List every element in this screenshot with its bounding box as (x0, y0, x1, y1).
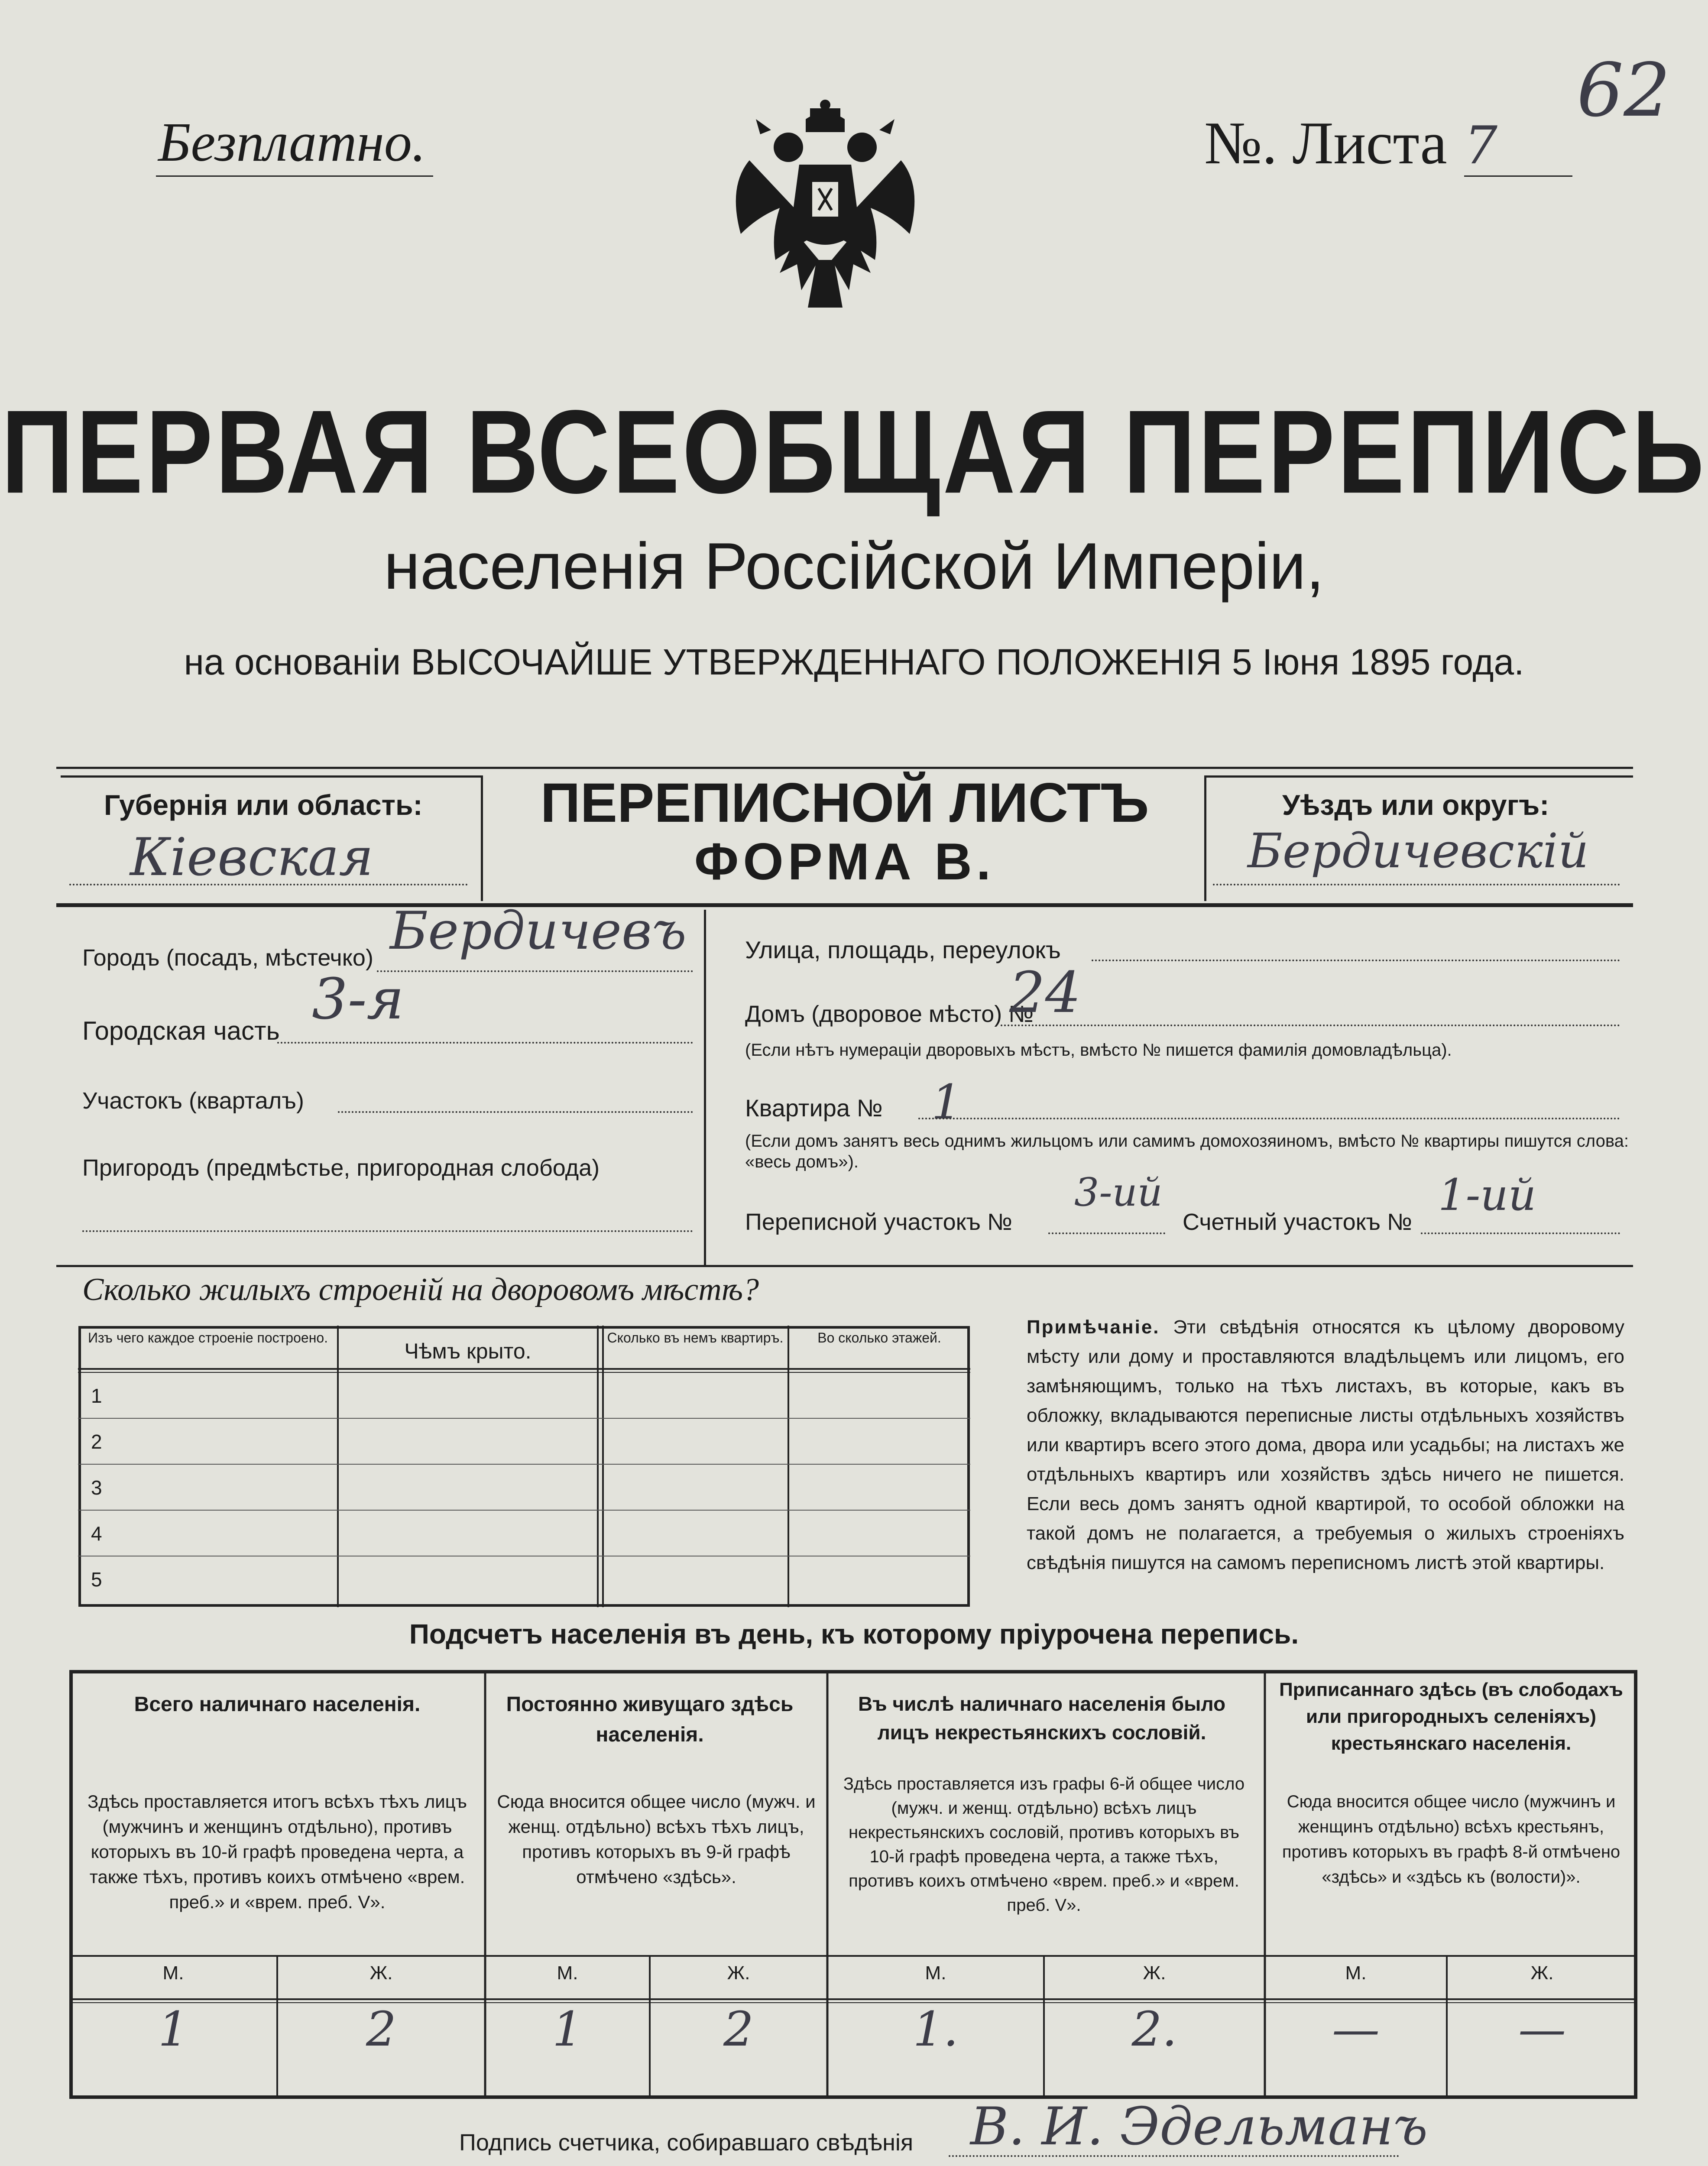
perepisnoi-label: Переписной участокъ № (745, 1209, 1012, 1235)
count-col3-m: М. (925, 1962, 946, 1984)
count-col4-m-value: — (1332, 2001, 1380, 2057)
form-title-line1: ПЕРЕПИСНОЙ ЛИСТЪ (540, 772, 1149, 834)
prigorod-dotline (82, 1230, 693, 1232)
buildings-row-3-num: 3 (91, 1476, 102, 1499)
buildings-note (1027, 1313, 1624, 1578)
buildings-row-1-num: 1 (91, 1385, 102, 1407)
count-col1-m-value: 1 (158, 2001, 188, 2057)
buildings-col2-head: Чѣмъ крыто. (404, 1339, 532, 1363)
kvartira-note: (Если домъ занятъ весь однимъ жильцомъ или самимъ домохозяиномъ, вмѣсто № квартиры пишутся слова: «весь домъ»). (745, 1132, 1629, 1171)
uchastok-label: Участокъ (кварталъ) (82, 1088, 304, 1114)
buildings-question: Сколько жилыхъ строеній на дворовомъ мѣстѣ? (82, 1272, 759, 1307)
schetnyi-dotline (1421, 1232, 1620, 1234)
gorod-hand: Бердичевъ (390, 901, 687, 961)
census-basis: на основаніи ВЫСОЧАЙШЕ УТВЕРЖДЕННАГО ПОЛОЖЕНІЯ 5 Іюня 1895 года. (184, 642, 1524, 682)
count-col2-body: Сюда вносится общее число (мужч. и женщ. отдѣльно) всѣхъ тѣхъ лицъ, противъ которыхъ въ 9-й графѣ отмѣчено «здѣсь». (497, 1791, 816, 1887)
count-col2-zh: Ж. (727, 1962, 750, 1984)
ulitsa-dotline (1092, 960, 1620, 961)
dom-note: (Если нѣтъ нумераціи дворовыхъ мѣстъ, вмѣсто № пишется фамилія домовладѣльца). (745, 1041, 1452, 1060)
chast-hand: 3-я (312, 966, 404, 1032)
gorod-dotline (377, 970, 693, 972)
gubernia-label: Губернія или область: (104, 789, 423, 821)
schetnyi-hand: 1-ий (1438, 1170, 1536, 1220)
uezd-dotline (1213, 884, 1620, 885)
count-col2-m: М. (557, 1962, 578, 1984)
sheet-number-underline (1464, 175, 1572, 177)
dom-dotline (1001, 1025, 1620, 1026)
count-col2-zh-value: 2 (723, 2001, 754, 2057)
address-divider (704, 910, 706, 1265)
gorod-label: Городъ (посадъ, мѣстечко) (82, 945, 373, 971)
buildings-table (78, 1326, 970, 1607)
buildings-col1-head: Изъ чего каждое строеніе построено. (88, 1330, 328, 1346)
count-col1-zh-value: 2 (366, 2001, 396, 2057)
count-col1-head: Всего наличнаго населенія. (134, 1693, 421, 1716)
buildings-note-text: Эти свѣдѣнія относятся къ цѣлому дворовому мѣсту или дому и проставляются владѣльцемъ или лицомъ, его замѣняющимъ, только на тѣхъ листахъ, въ которые, какъ въ обложку, вкладываются переписные листы отдѣльныхъ хозяйствъ или квартиръ всего этого дома, двора или усадьбы; на листахъ же отдѣльныхъ квартиръ или хозяйствъ здѣсь ничего не пишется. Если весь домъ занятъ одной квартирой, то особой обложки на такой домъ не полагается, а требуемыя о жилыхъ строеніяхъ свѣдѣнія пишутся на самомъ переписномъ листѣ этой квартиры. (1027, 1316, 1624, 1573)
sheet-number-label (1204, 108, 1497, 178)
count-col4-zh: Ж. (1530, 1962, 1554, 1984)
census-subtitle: населенія Россійской Имперіи, (383, 529, 1325, 603)
prigorod-label: Пригородъ (предмѣстье, пригородная слобода) (82, 1155, 600, 1181)
dom-hand: 24 (1009, 960, 1081, 1025)
free-label: Безплатно. (158, 111, 426, 173)
kvartira-dotline (918, 1118, 1620, 1119)
imperial-eagle-emblem (723, 100, 927, 325)
count-col2-m-value: 1 (552, 2001, 583, 2057)
count-col3-body: Здѣсь проставляется изъ графы 6-й общее число (мужч. и женщ. отдѣльно) всѣхъ лицъ некрестьянскихъ сословій, противъ которыхъ въ 10-й графѣ проведена черта, а также тѣхъ, противъ коихъ отмѣчено «врем. преб.» и «врем. преб. V». (843, 1774, 1245, 1915)
signature-hand: В. И. Эдельманъ (970, 2097, 1428, 2157)
count-col3-zh: Ж. (1143, 1962, 1166, 1984)
address-bottom-rule (56, 1265, 1633, 1267)
buildings-row-4-num: 4 (91, 1522, 102, 1545)
uchastok-dotline (338, 1111, 693, 1113)
form-title-line2: ФОРМА В. (694, 833, 995, 891)
sheet-number-hand: 7 (1464, 116, 1497, 176)
gubernia-hand: Кіевская (130, 827, 373, 888)
uezd-hand: Бердичевскій (1248, 823, 1589, 879)
signature-dotline (949, 2155, 1399, 2157)
ulitsa-label: Улица, площадь, переулокъ (745, 936, 1061, 963)
gubernia-dotline (69, 884, 468, 885)
count-col4-m: М. (1345, 1962, 1367, 1984)
count-col2-head: Постоянно живущаго здѣсь населенія. (506, 1693, 794, 1746)
buildings-row-5-num: 5 (91, 1568, 102, 1591)
count-col3-zh-value: 2. (1131, 2001, 1177, 2057)
buildings-row-2-num: 2 (91, 1430, 102, 1453)
free-label-underline (156, 175, 433, 177)
schetnyi-label: Счетный участокъ № (1183, 1209, 1412, 1235)
perepisnoi-hand: 3-ий (1074, 1170, 1163, 1215)
count-col3-m-value: 1. (913, 2001, 959, 2057)
count-col1-zh: Ж. (369, 1962, 393, 1984)
count-col4-body: Сюда вносится общее число (мужчинъ и женщинъ отдѣльно) всѣхъ крестьянъ, противъ которыхъ въ графѣ 8-й отмѣчено «здѣсь» и «здѣсь къ (волости)». (1282, 1792, 1620, 1887)
sheet-number-label-text: №. Листа (1204, 110, 1447, 177)
corner-page-number: 62 (1577, 48, 1671, 133)
count-col4-zh-value: — (1518, 2001, 1566, 2057)
uezd-label: Уѣздъ или округъ: (1282, 789, 1549, 821)
count-title: Подсчетъ населенія въ день, къ которому пріурочена перепись. (409, 1618, 1299, 1650)
count-col4-head: Приписаннаго здѣсь (въ слободахъ или пригородныхъ селеніяхъ) крестьянскаго населенія. (1279, 1679, 1623, 1754)
kvartira-hand: 1 (931, 1074, 962, 1130)
kvartira-label: Квартира № (745, 1094, 883, 1122)
signature-label: Подпись счетчика, собиравшаго свѣдѣнія (459, 2130, 914, 2156)
count-col1-body: Здѣсь проставляется итогъ всѣхъ тѣхъ лицъ (мужчинъ и женщинъ отдѣльно), противъ которыхъ въ 10-й графѣ проведена черта, а также тѣхъ, противъ коихъ отмѣчено «врем. преб.» и «врем. преб. V». (88, 1791, 467, 1912)
count-col3-head: Въ числѣ наличнаго населенія было лицъ некрестьянскихъ сословій. (858, 1693, 1226, 1744)
dom-label: Домъ (дворовое мѣсто) № (745, 1001, 1034, 1027)
buildings-note-lead: Примѣчаніе. (1027, 1316, 1160, 1338)
buildings-col4-head: Во сколько этажей. (817, 1330, 941, 1346)
chast-label: Городская часть (82, 1016, 280, 1045)
perepisnoi-dotline (1048, 1232, 1165, 1234)
chast-dotline (277, 1042, 693, 1044)
count-col1-m: М. (162, 1962, 184, 1984)
census-title: ПЕРВАЯ ВСЕОБЩАЯ ПЕРЕПИСЬ (1, 386, 1707, 519)
buildings-col3-head: Сколько въ немъ квартиръ. (607, 1330, 784, 1346)
